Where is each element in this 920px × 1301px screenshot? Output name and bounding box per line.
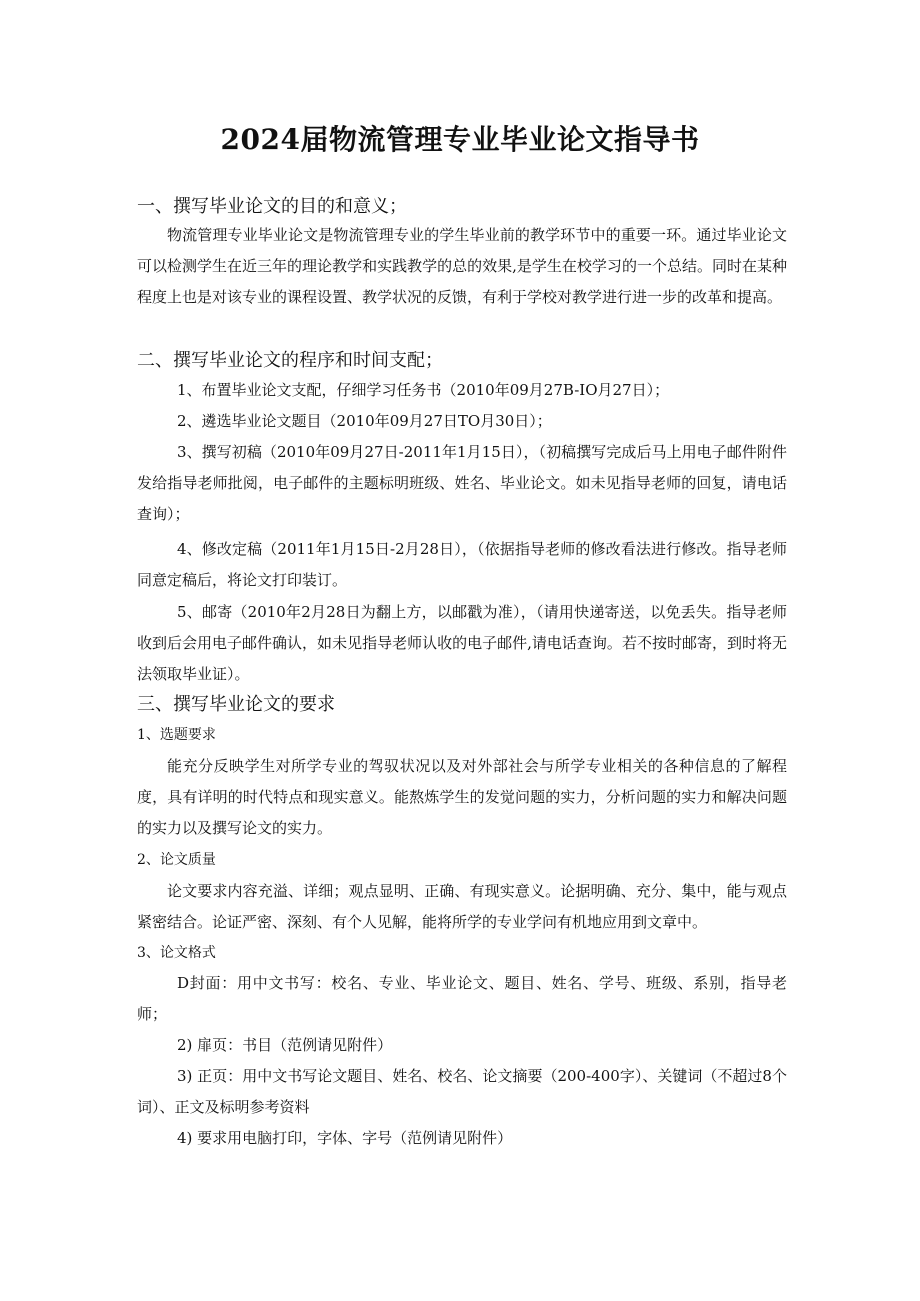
schedule-item-1: 1、布置毕业论文支配，仔细学习任务书（2010年09月27B-IO月27日）； xyxy=(177,381,670,399)
section-3-heading: 三、撰写毕业论文的要求 xyxy=(137,694,335,715)
schedule-item-4: 4、修改定稿（2011年1月15日-2月28日），（依据指导老师的修改看法进行修改。指导老师同意定稿后，将论文打印装订。 xyxy=(137,540,787,589)
schedule-item-2: 2、遴选毕业论文题目（2010年09月27日TO月30日）； xyxy=(177,412,552,430)
format-item-1: D封面：用中文书写：校名、专业、毕业论文、题目、姓名、学号、班级、系别，指导老师； xyxy=(137,974,787,1023)
format-item-4: 4) 要求用电脑打印，字体、字号（范例请见附件） xyxy=(177,1129,513,1147)
document-title: 2024届物流管理专业毕业论文指导书 xyxy=(220,123,700,156)
section-1-body: 物流管理专业毕业论文是物流管理专业的学生毕业前的教学环节中的重要一环。通过毕业论文可以检测学生在近三年的理论教学和实践教学的总的效果,是学生在校学习的一个总结。同时在某种程度上也是对该专业的课程设置、教学状况的反馈，有利于学校对教学进行进一步的改革和提高。 xyxy=(137,226,787,306)
topic-requirement-body: 能充分反映学生对所学专业的驾驭状况以及对外部社会与所学专业相关的各种信息的了解程度，具有详明的时代特点和现实意义。能熬炼学生的发觉问题的实力，分析问题的实力和解决问题的实力以及撰写论文的实力。 xyxy=(137,757,787,837)
schedule-item-3: 3、撰写初稿（2010年09月27日-2011年1月15日），（初稿撰写完成后马上用电子邮件附件发给指导老师批阅，电子邮件的主题标明班级、姓名、毕业论文。如未见指导老师的回复，请电话查询）； xyxy=(137,443,787,523)
format-label: 3、论文格式 xyxy=(137,945,216,961)
section-1-heading: 一、撰写毕业论文的目的和意义； xyxy=(137,196,407,217)
topic-requirement-label: 1、选题要求 xyxy=(137,727,216,743)
format-item-2: 2) 扉页：书目（范例请见附件） xyxy=(177,1036,393,1054)
quality-label: 2、论文质量 xyxy=(137,852,216,868)
schedule-item-5: 5、邮寄（2010年2月28日为翻上方，以邮戳为准），（请用快递寄送，以免丢失。指导老师收到后会用电子邮件确认，如未见指导老师认收的电子邮件,请电话查询。若不按时邮寄，到时将无法领取毕业证）。 xyxy=(137,603,787,683)
section-2-heading: 二、撰写毕业论文的程序和时间支配； xyxy=(137,350,443,371)
format-item-3: 3) 正页：用中文书写论文题目、姓名、校名、论文摘要（200-400字）、关键词（不超过8个词）、正文及标明参考资料 xyxy=(137,1067,787,1116)
quality-body: 论文要求内容充溢、详细；观点显明、正确、有现实意义。论据明确、充分、集中，能与观点紧密结合。论证严密、深刻、有个人见解，能将所学的专业学问有机地应用到文章中。 xyxy=(137,882,787,931)
